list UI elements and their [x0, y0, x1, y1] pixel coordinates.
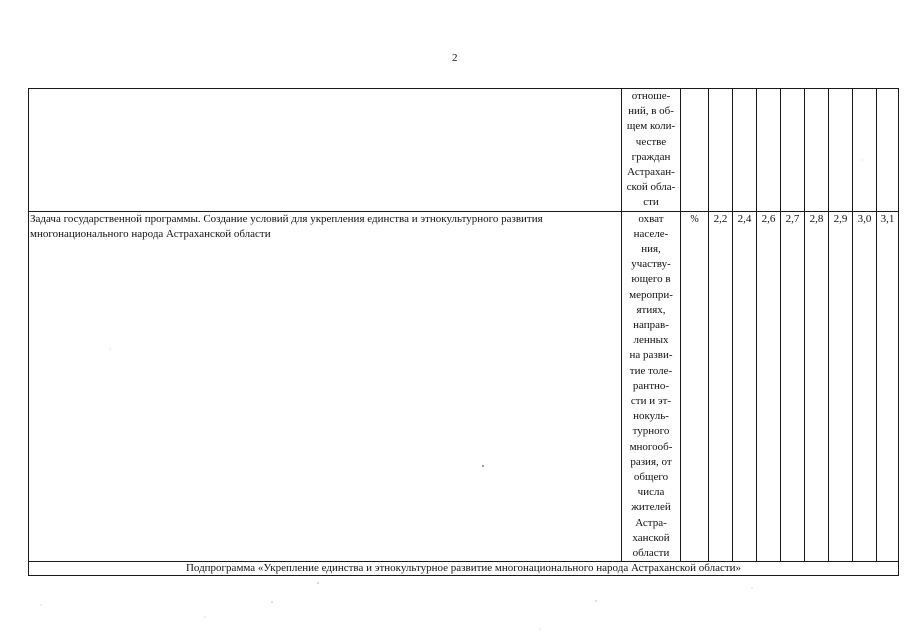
- indicator-line: участву-: [631, 258, 671, 271]
- indicator-line: ленных: [633, 334, 669, 347]
- indicator-line: честве: [635, 135, 667, 148]
- indicator-cell: [622, 89, 681, 212]
- table-row: [29, 89, 899, 212]
- value-cell: 2,2: [709, 211, 733, 562]
- indicator-line: Астра-: [635, 516, 667, 529]
- indicator-line: населе-: [633, 227, 669, 240]
- indicator-line: тие толе-: [629, 364, 673, 377]
- value-cell: [805, 89, 829, 212]
- indicator-line: ской обла-: [626, 181, 676, 194]
- indicator-line: общего: [633, 471, 669, 484]
- value-cell: 2,9: [829, 211, 853, 562]
- page-number: 2: [452, 52, 458, 64]
- subprogram-title: Подпрограмма «Укрепление единства и этнокультурное развитие многонационального народа Астраханской области»: [29, 562, 899, 576]
- indicator-line: направ-: [633, 319, 669, 332]
- indicator-line: числа: [637, 486, 665, 499]
- indicator-line: рантно-: [632, 379, 670, 392]
- indicators-table: [28, 88, 899, 576]
- indicator-line: ханской: [632, 531, 670, 544]
- indicator-line: турного: [632, 425, 670, 438]
- value-cell: [781, 89, 805, 212]
- value-cell: [757, 89, 781, 212]
- indicator-line: граждан: [631, 150, 671, 163]
- table-row: [29, 211, 899, 562]
- indicator-cell: [622, 211, 681, 562]
- indicator-line: Астрахан-: [627, 166, 675, 179]
- task-cell: Задача государственной программы. Создание условий для укрепления единства и этнокультурного развития многонационального народа Астраханской области: [29, 211, 622, 562]
- value-cell: 3,0: [853, 211, 877, 562]
- value-cell: [709, 89, 733, 212]
- indicator-line: сти: [643, 196, 659, 209]
- indicator-line: щем коли-: [626, 120, 676, 133]
- value-cell: 2,8: [805, 211, 829, 562]
- value-cell: 2,4: [733, 211, 757, 562]
- value-cell: 2,7: [781, 211, 805, 562]
- value-cell: [733, 89, 757, 212]
- indicator-line: меропри-: [629, 288, 673, 301]
- task-cell: [29, 89, 622, 212]
- indicator-line: многооб-: [629, 440, 673, 453]
- value-cell: [829, 89, 853, 212]
- unit-cell: [681, 89, 709, 212]
- indicator-line: ятиях,: [636, 303, 666, 316]
- indicator-line: охват: [638, 212, 664, 225]
- value-cell: 2,6: [757, 211, 781, 562]
- value-cell: [877, 89, 899, 212]
- indicator-line: ющего в: [631, 273, 671, 286]
- indicator-line: ния,: [641, 243, 661, 256]
- table-row: [29, 562, 899, 576]
- unit-cell: %: [681, 211, 709, 562]
- value-cell: 3,1: [877, 211, 899, 562]
- value-cell: [853, 89, 877, 212]
- indicator-line: нокуль-: [633, 410, 669, 423]
- indicator-line: области: [632, 547, 670, 560]
- indicator-line: отноше-: [631, 90, 671, 102]
- indicator-line: ний, в об-: [628, 105, 674, 118]
- indicator-line: жителей: [631, 501, 671, 514]
- indicator-line: разия, от: [630, 455, 672, 468]
- indicator-line: на разви-: [629, 349, 673, 362]
- indicator-line: сти и эт-: [630, 395, 672, 408]
